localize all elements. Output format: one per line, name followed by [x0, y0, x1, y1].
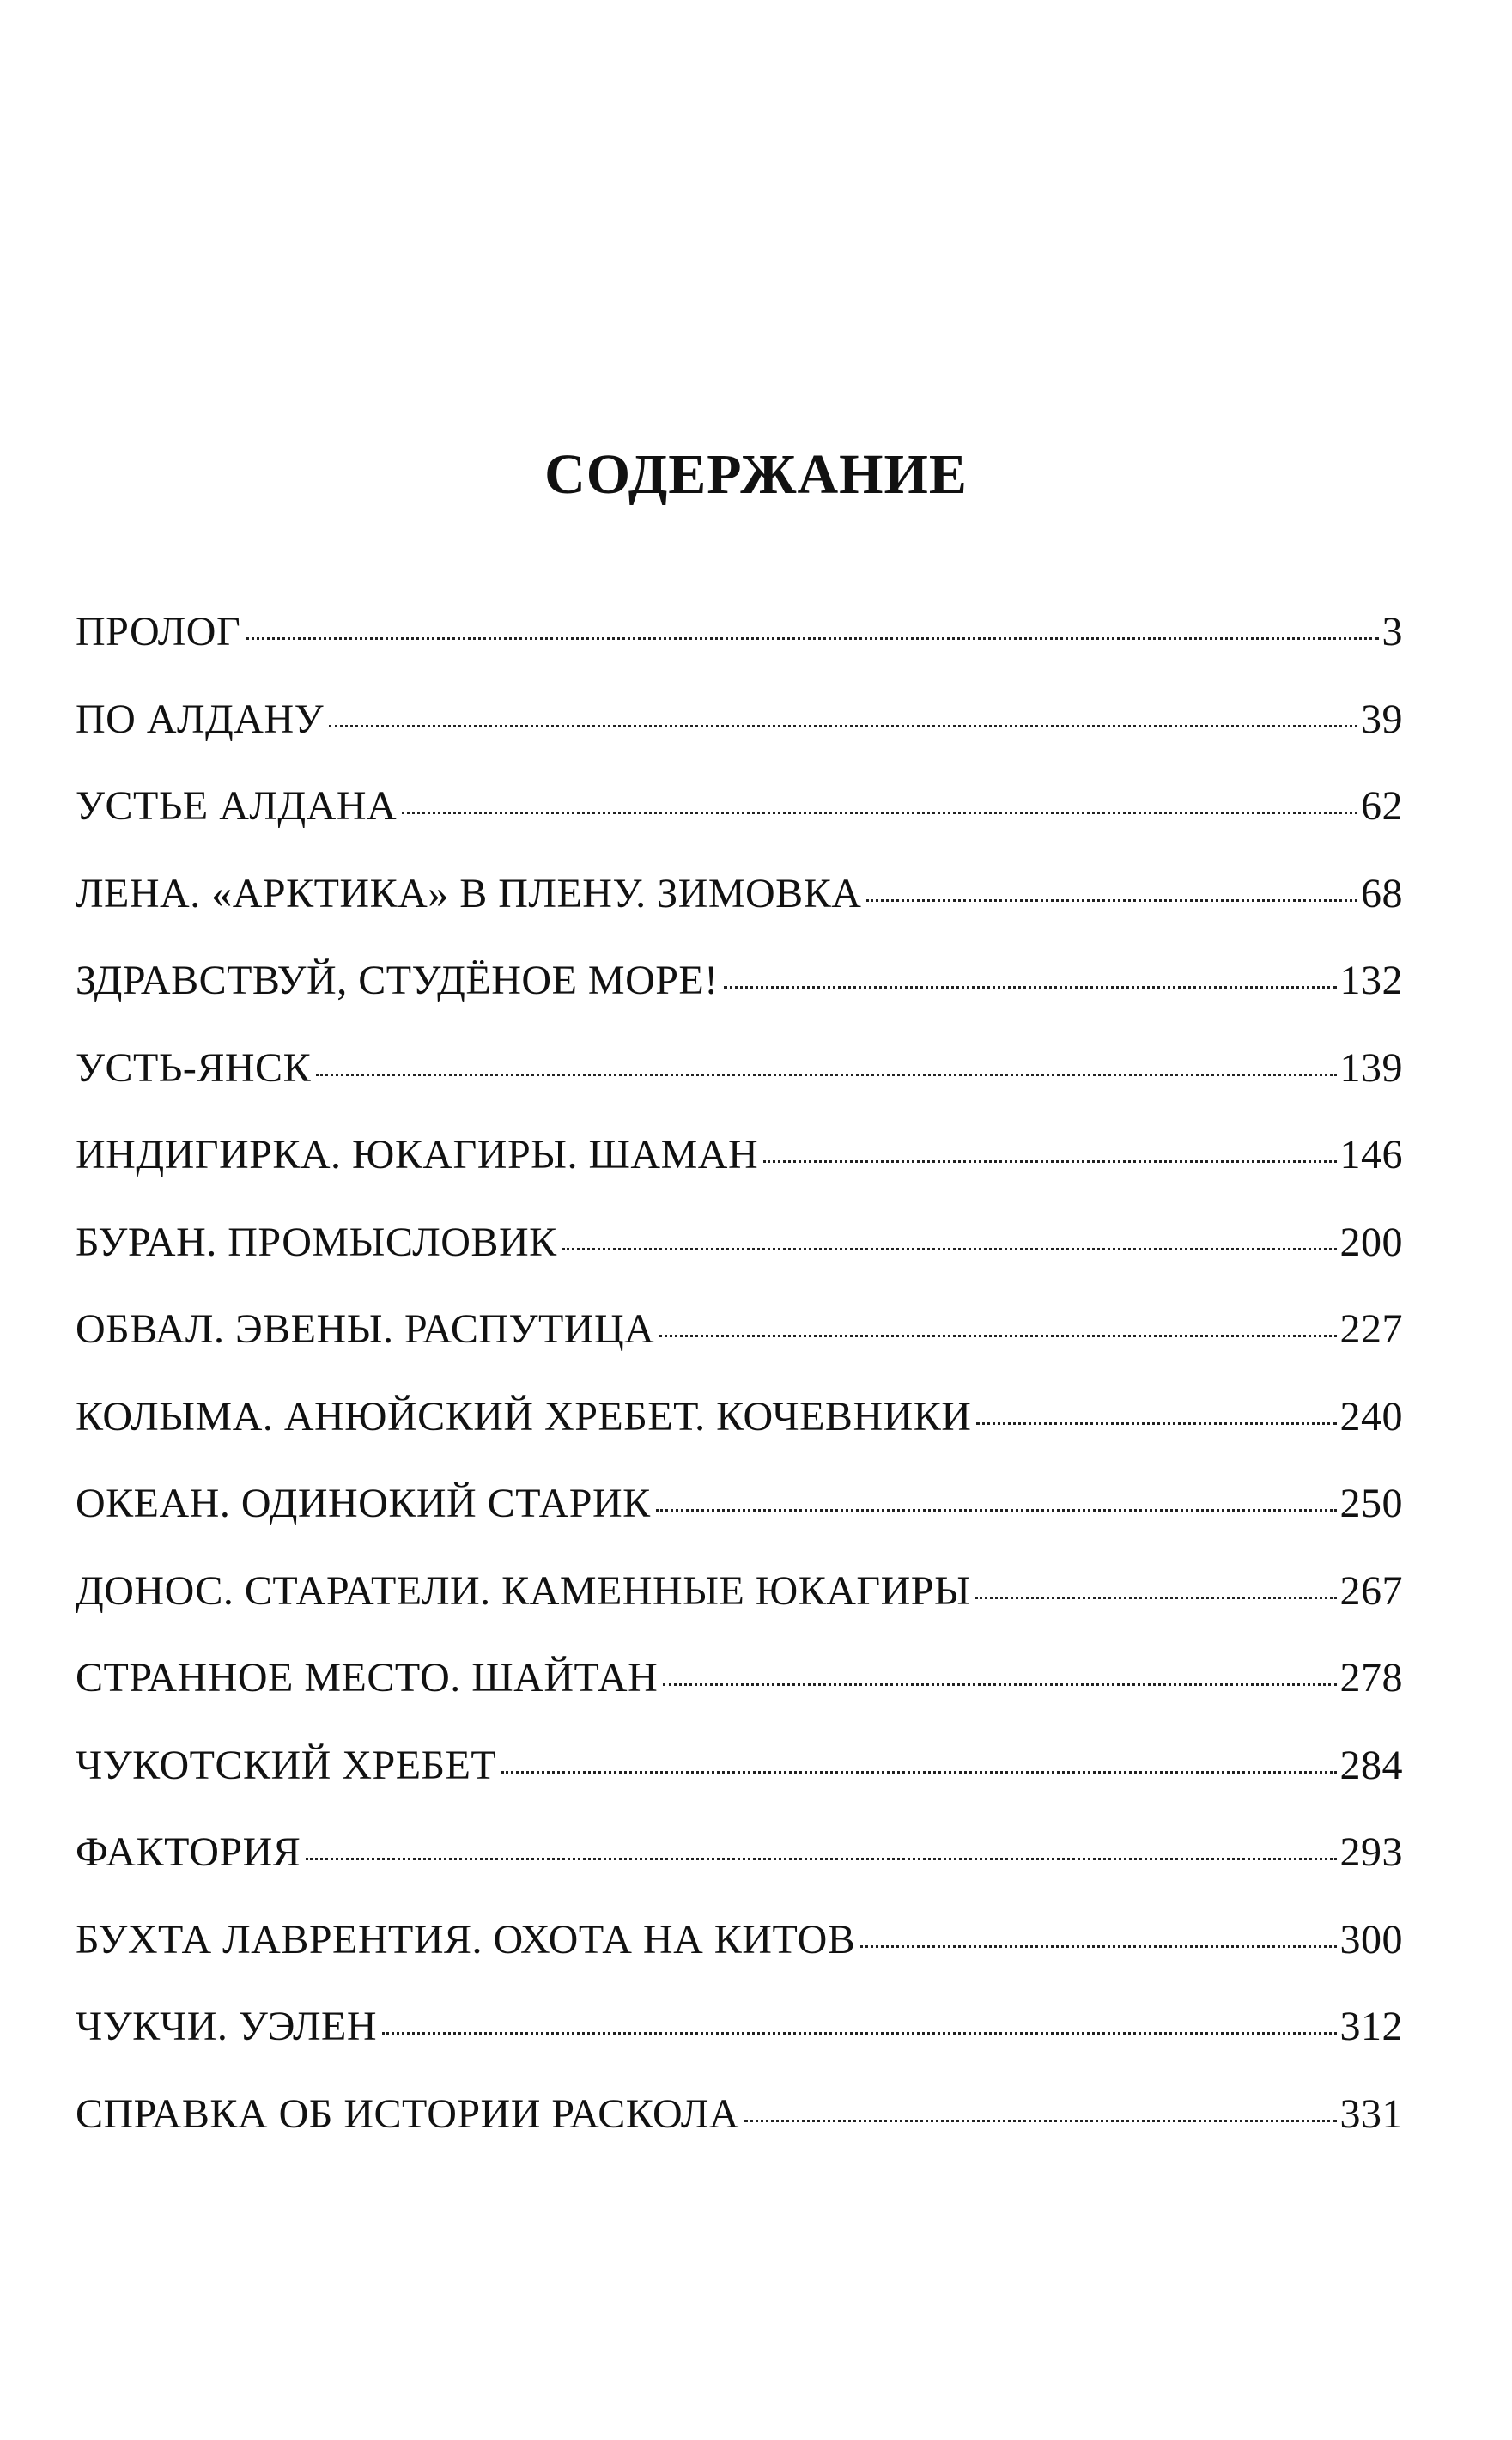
toc-entry-title: ИНДИГИРКА. ЮКАГИРЫ. ШАМАН [76, 1132, 759, 1177]
toc-entry [76, 870, 1403, 961]
toc-entry [76, 2006, 1403, 2094]
toc-entry [76, 1483, 1403, 1571]
toc-entry [76, 1219, 1403, 1310]
dot-leader [402, 812, 1357, 814]
toc-entry-page: 200 [1339, 1219, 1403, 1265]
toc-entry-page: 267 [1339, 1567, 1403, 1614]
dot-leader [866, 899, 1357, 902]
toc-entry-page: 62 [1361, 783, 1403, 829]
toc-entry [76, 1829, 1403, 1920]
toc-entry-title: СТРАННОЕ МЕСТО. ШАЙТАН [76, 1655, 659, 1701]
dot-leader [316, 1074, 1336, 1076]
toc-entry-title: ЧУКЧИ. УЭЛЕН [76, 2004, 377, 2049]
toc-entry-page: 227 [1339, 1306, 1403, 1352]
dot-leader [501, 1771, 1336, 1774]
table-of-contents [76, 609, 1403, 2181]
toc-entry [76, 609, 1403, 699]
toc-entry-title: ЧУКОТСКИЙ ХРЕБЕТ [76, 1742, 497, 1788]
toc-entry [76, 696, 1403, 787]
toc-entry-title: УСТЬ-ЯНСК [76, 1044, 312, 1091]
page-title: СОДЕРЖАНИЕ [544, 443, 968, 506]
toc-entry [76, 1306, 1403, 1396]
dot-leader [744, 2120, 1336, 2122]
dot-leader [382, 2032, 1337, 2035]
toc-entry [76, 1567, 1403, 1658]
toc-entry-page: 132 [1339, 958, 1403, 1003]
toc-entry-page: 68 [1361, 870, 1403, 916]
toc-entry-title: КОЛЫМА. АНЮЙСКИЙ ХРЕБЕТ. КОЧЕВНИКИ [76, 1393, 972, 1439]
dot-leader [329, 725, 1357, 727]
dot-leader [975, 1597, 1336, 1599]
toc-entry-title: ФАКТОРИЯ [76, 1829, 301, 1875]
toc-entry [76, 1916, 1403, 2007]
toc-entry-title: ПРОЛОГ [76, 609, 241, 654]
toc-entry-title: ЛЕНА. «АРКТИКА» В ПЛЕНУ. ЗИМОВКА [76, 870, 862, 916]
dot-leader [663, 1683, 1336, 1686]
toc-entry [76, 1655, 1403, 1745]
toc-entry [76, 1132, 1403, 1222]
toc-entry-title: БУРАН. ПРОМЫСЛОВИК [76, 1219, 557, 1265]
toc-entry-page: 240 [1339, 1393, 1403, 1439]
toc-entry-title: УСТЬЕ АЛДАНА [76, 783, 398, 829]
toc-entry-title: ОБВАЛ. ЭВЕНЫ. РАСПУТИЦА [76, 1306, 655, 1352]
dot-leader [659, 1335, 1336, 1337]
dot-leader [562, 1248, 1337, 1250]
toc-entry-title: ЗДРАВСТВУЙ, СТУДЁНОЕ МОРЕ! [76, 958, 719, 1003]
toc-entry-page: 278 [1339, 1655, 1403, 1701]
toc-entry-title: СПРАВКА ОБ ИСТОРИИ РАСКОЛА [76, 2090, 740, 2137]
toc-entry-page: 39 [1361, 696, 1403, 742]
toc-entry-title: ОКЕАН. ОДИНОКИЙ СТАРИК [76, 1481, 651, 1526]
dot-leader [306, 1858, 1336, 1860]
toc-entry-page: 3 [1381, 609, 1403, 654]
toc-entry-page: 331 [1339, 2090, 1403, 2137]
dot-leader [724, 986, 1337, 989]
dot-leader [246, 637, 1378, 640]
toc-entry [76, 960, 1403, 1048]
toc-entry-page: 312 [1339, 2004, 1403, 2049]
toc-entry-title: БУХТА ЛАВРЕНТИЯ. ОХОТА НА КИТОВ [76, 1916, 856, 1962]
toc-entry-page: 284 [1339, 1742, 1403, 1788]
toc-entry-page: 293 [1339, 1829, 1403, 1875]
toc-entry-page: 250 [1339, 1481, 1403, 1526]
dot-leader [860, 1945, 1336, 1948]
toc-entry-page: 146 [1339, 1132, 1403, 1177]
toc-entry-title: ДОНОС. СТАРАТЕЛИ. КАМЕННЫЕ ЮКАГИРЫ [76, 1567, 971, 1614]
toc-entry [76, 1044, 1403, 1135]
toc-entry-page: 139 [1339, 1044, 1403, 1091]
toc-entry [76, 1742, 1403, 1833]
toc-entry [76, 783, 1403, 873]
dot-leader [763, 1160, 1336, 1163]
toc-entry-title: ПО АЛДАНУ [76, 696, 325, 742]
toc-entry [76, 1393, 1403, 1484]
dot-leader [656, 1509, 1337, 1512]
dot-leader [976, 1422, 1336, 1425]
toc-entry-page: 300 [1339, 1916, 1403, 1962]
toc-entry [76, 2090, 1403, 2181]
